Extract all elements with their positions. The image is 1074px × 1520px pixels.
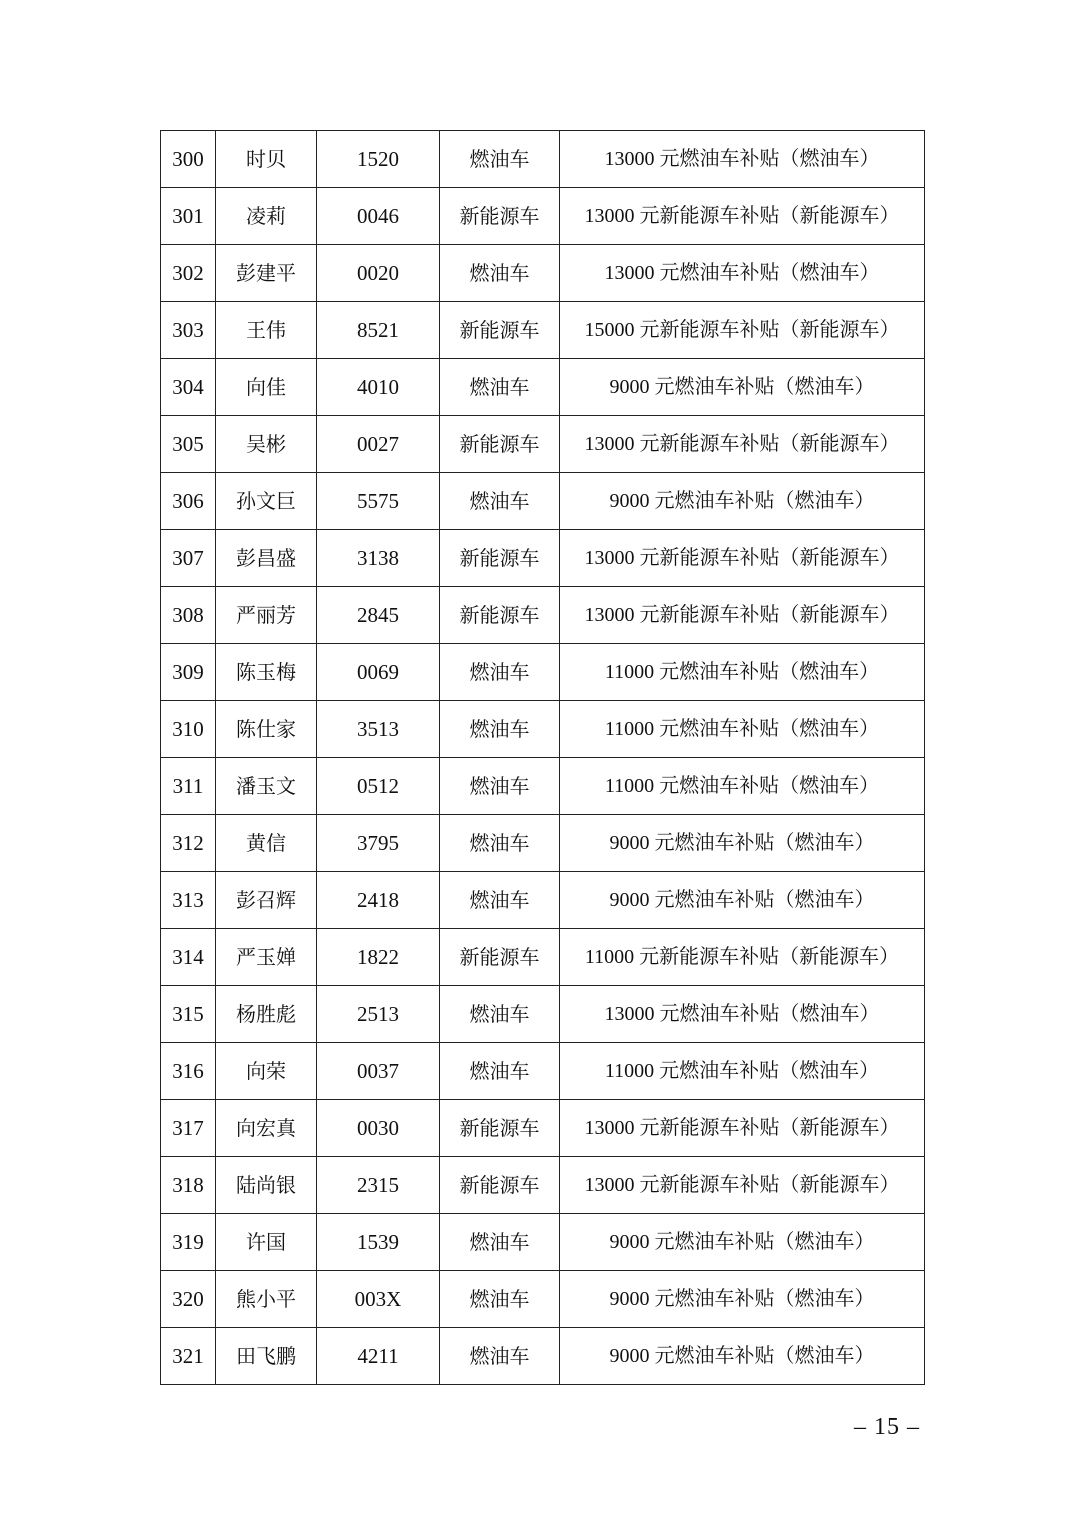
table-row [161, 1271, 925, 1328]
vehicle-type-cell: 燃油车 [440, 245, 560, 302]
row-number-cell: 316 [161, 1043, 216, 1100]
table-row [161, 530, 925, 587]
name-cell: 时贝 [216, 131, 317, 188]
name-cell: 田飞鹏 [216, 1328, 317, 1385]
subsidy-cell: 13000 元新能源车补贴（新能源车） [560, 416, 925, 473]
row-number-cell: 309 [161, 644, 216, 701]
id-suffix-cell: 3138 [317, 530, 440, 587]
name-cell: 黄信 [216, 815, 317, 872]
vehicle-type-cell: 燃油车 [440, 758, 560, 815]
id-suffix-cell: 2315 [317, 1157, 440, 1214]
subsidy-cell: 13000 元燃油车补贴（燃油车） [560, 245, 925, 302]
subsidy-cell: 11000 元燃油车补贴（燃油车） [560, 758, 925, 815]
vehicle-type-cell: 新能源车 [440, 530, 560, 587]
name-cell: 陈玉梅 [216, 644, 317, 701]
table-row [161, 473, 925, 530]
subsidy-cell: 11000 元新能源车补贴（新能源车） [560, 929, 925, 986]
subsidy-cell: 13000 元新能源车补贴（新能源车） [560, 530, 925, 587]
id-suffix-cell: 0512 [317, 758, 440, 815]
vehicle-type-cell: 燃油车 [440, 986, 560, 1043]
id-suffix-cell: 1520 [317, 131, 440, 188]
id-suffix-cell: 3513 [317, 701, 440, 758]
name-cell: 向荣 [216, 1043, 317, 1100]
id-suffix-cell: 0069 [317, 644, 440, 701]
page-number: – 15 – [854, 1414, 920, 1440]
row-number-cell: 305 [161, 416, 216, 473]
vehicle-type-cell: 新能源车 [440, 587, 560, 644]
subsidy-cell: 11000 元燃油车补贴（燃油车） [560, 1043, 925, 1100]
name-cell: 严丽芳 [216, 587, 317, 644]
id-suffix-cell: 0030 [317, 1100, 440, 1157]
vehicle-type-cell: 新能源车 [440, 416, 560, 473]
table-row [161, 188, 925, 245]
row-number-cell: 306 [161, 473, 216, 530]
row-number-cell: 315 [161, 986, 216, 1043]
id-suffix-cell: 4010 [317, 359, 440, 416]
subsidy-cell: 9000 元燃油车补贴（燃油车） [560, 1271, 925, 1328]
name-cell: 王伟 [216, 302, 317, 359]
id-suffix-cell: 2418 [317, 872, 440, 929]
row-number-cell: 318 [161, 1157, 216, 1214]
id-suffix-cell: 0046 [317, 188, 440, 245]
id-suffix-cell: 3795 [317, 815, 440, 872]
table-row [161, 587, 925, 644]
row-number-cell: 304 [161, 359, 216, 416]
vehicle-type-cell: 燃油车 [440, 872, 560, 929]
row-number-cell: 301 [161, 188, 216, 245]
vehicle-type-cell: 燃油车 [440, 815, 560, 872]
id-suffix-cell: 0027 [317, 416, 440, 473]
id-suffix-cell: 0037 [317, 1043, 440, 1100]
row-number-cell: 320 [161, 1271, 216, 1328]
name-cell: 熊小平 [216, 1271, 317, 1328]
table-row [161, 416, 925, 473]
table-row [161, 701, 925, 758]
row-number-cell: 308 [161, 587, 216, 644]
table-row [161, 131, 925, 188]
vehicle-type-cell: 新能源车 [440, 929, 560, 986]
table-row [161, 245, 925, 302]
table-row [161, 1100, 925, 1157]
row-number-cell: 310 [161, 701, 216, 758]
table-row [161, 359, 925, 416]
vehicle-type-cell: 燃油车 [440, 131, 560, 188]
vehicle-type-cell: 燃油车 [440, 644, 560, 701]
name-cell: 杨胜彪 [216, 986, 317, 1043]
row-number-cell: 313 [161, 872, 216, 929]
vehicle-type-cell: 燃油车 [440, 473, 560, 530]
subsidy-cell: 9000 元燃油车补贴（燃油车） [560, 473, 925, 530]
vehicle-type-cell: 燃油车 [440, 1043, 560, 1100]
vehicle-type-cell: 燃油车 [440, 1328, 560, 1385]
id-suffix-cell: 003X [317, 1271, 440, 1328]
table-row [161, 986, 925, 1043]
subsidy-cell: 9000 元燃油车补贴（燃油车） [560, 359, 925, 416]
table-row [161, 872, 925, 929]
subsidy-cell: 15000 元新能源车补贴（新能源车） [560, 302, 925, 359]
table-row [161, 815, 925, 872]
table-row [161, 1328, 925, 1385]
name-cell: 吴彬 [216, 416, 317, 473]
subsidy-table-body [161, 131, 925, 1385]
name-cell: 许国 [216, 1214, 317, 1271]
name-cell: 向佳 [216, 359, 317, 416]
vehicle-type-cell: 燃油车 [440, 1214, 560, 1271]
subsidy-cell: 9000 元燃油车补贴（燃油车） [560, 815, 925, 872]
row-number-cell: 314 [161, 929, 216, 986]
row-number-cell: 302 [161, 245, 216, 302]
name-cell: 向宏真 [216, 1100, 317, 1157]
subsidy-cell: 9000 元燃油车补贴（燃油车） [560, 1328, 925, 1385]
table-row [161, 929, 925, 986]
name-cell: 陈仕家 [216, 701, 317, 758]
subsidy-cell: 13000 元燃油车补贴（燃油车） [560, 131, 925, 188]
id-suffix-cell: 4211 [317, 1328, 440, 1385]
id-suffix-cell: 2513 [317, 986, 440, 1043]
table-row [161, 1157, 925, 1214]
row-number-cell: 303 [161, 302, 216, 359]
name-cell: 凌莉 [216, 188, 317, 245]
id-suffix-cell: 1822 [317, 929, 440, 986]
name-cell: 潘玉文 [216, 758, 317, 815]
vehicle-type-cell: 新能源车 [440, 1100, 560, 1157]
subsidy-cell: 11000 元燃油车补贴（燃油车） [560, 644, 925, 701]
id-suffix-cell: 8521 [317, 302, 440, 359]
row-number-cell: 311 [161, 758, 216, 815]
row-number-cell: 300 [161, 131, 216, 188]
vehicle-type-cell: 新能源车 [440, 302, 560, 359]
vehicle-type-cell: 新能源车 [440, 188, 560, 245]
name-cell: 陆尚银 [216, 1157, 317, 1214]
subsidy-cell: 13000 元新能源车补贴（新能源车） [560, 1100, 925, 1157]
row-number-cell: 307 [161, 530, 216, 587]
subsidy-cell: 13000 元新能源车补贴（新能源车） [560, 1157, 925, 1214]
subsidy-cell: 13000 元新能源车补贴（新能源车） [560, 587, 925, 644]
row-number-cell: 317 [161, 1100, 216, 1157]
name-cell: 孙文巨 [216, 473, 317, 530]
vehicle-type-cell: 燃油车 [440, 359, 560, 416]
vehicle-type-cell: 新能源车 [440, 1157, 560, 1214]
name-cell: 彭建平 [216, 245, 317, 302]
name-cell: 彭召辉 [216, 872, 317, 929]
table-row [161, 302, 925, 359]
table-row [161, 644, 925, 701]
subsidy-cell: 11000 元燃油车补贴（燃油车） [560, 701, 925, 758]
row-number-cell: 319 [161, 1214, 216, 1271]
id-suffix-cell: 1539 [317, 1214, 440, 1271]
table-row [161, 1214, 925, 1271]
row-number-cell: 321 [161, 1328, 216, 1385]
subsidy-cell: 9000 元燃油车补贴（燃油车） [560, 1214, 925, 1271]
vehicle-type-cell: 燃油车 [440, 701, 560, 758]
subsidy-cell: 13000 元燃油车补贴（燃油车） [560, 986, 925, 1043]
vehicle-type-cell: 燃油车 [440, 1271, 560, 1328]
subsidy-table [160, 130, 925, 1385]
name-cell: 彭昌盛 [216, 530, 317, 587]
id-suffix-cell: 2845 [317, 587, 440, 644]
subsidy-cell: 9000 元燃油车补贴（燃油车） [560, 872, 925, 929]
id-suffix-cell: 0020 [317, 245, 440, 302]
table-row [161, 758, 925, 815]
table-row [161, 1043, 925, 1100]
name-cell: 严玉婵 [216, 929, 317, 986]
row-number-cell: 312 [161, 815, 216, 872]
id-suffix-cell: 5575 [317, 473, 440, 530]
subsidy-cell: 13000 元新能源车补贴（新能源车） [560, 188, 925, 245]
